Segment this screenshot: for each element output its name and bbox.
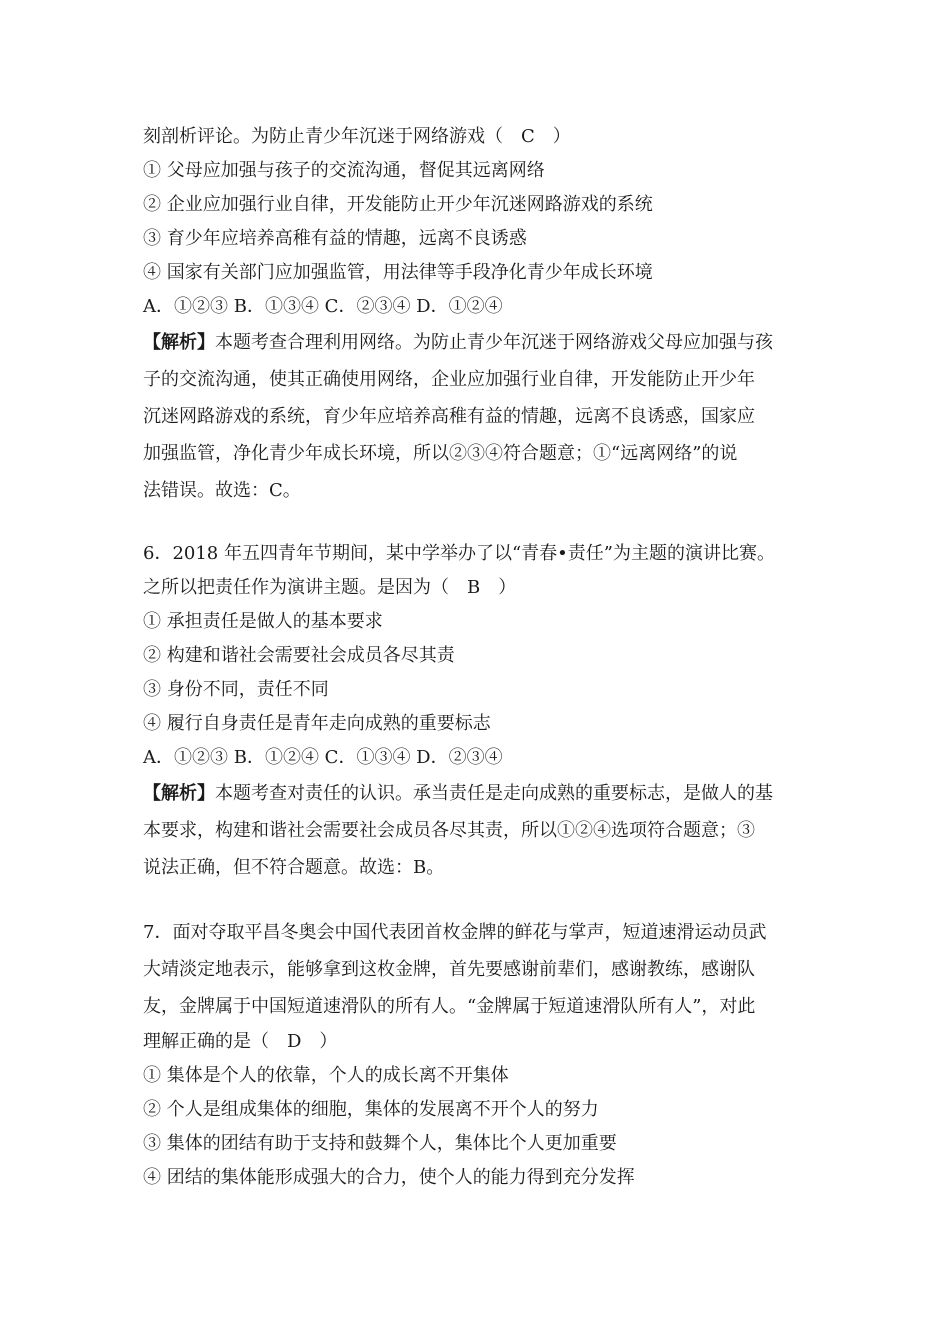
analysis-text: 说法正确，但不符合题意。故选：B。: [143, 857, 445, 878]
option-4: ④ 团结的集体能形成强大的合力，使个人的能力得到充分发挥: [143, 1167, 635, 1188]
option-2: ② 构建和谐社会需要社会成员各尽其责: [143, 645, 455, 666]
question-stem: 7．面对夺取平昌冬奥会中国代表团首枚金牌的鲜花与掌声，短道速滑运动员武: [143, 922, 767, 943]
question-stem: 理解正确的是（ D ）: [143, 1031, 338, 1052]
analysis-text: 加强监管，净化青少年成长环境，所以②③④符合题意；①“远离网络”的说: [143, 443, 738, 464]
question-stem: 6．2018 年五四青年节期间，某中学举办了以“青春•责任”为主题的演讲比赛。: [143, 543, 776, 564]
page-content: [143, 120, 823, 1195]
analysis-text: 法错误。故选：C。: [143, 480, 301, 501]
option-3: ③ 身份不同，责任不同: [143, 679, 329, 700]
question-stem: 之所以把责任作为演讲主题。是因为（ B ）: [143, 577, 517, 598]
question-6: [143, 537, 823, 886]
analysis-text: 本要求，构建和谐社会需要社会成员各尽其责，所以①②④选项符合题意；③: [143, 820, 755, 841]
option-1: ① 承担责任是做人的基本要求: [143, 611, 383, 632]
analysis-label: 【解析】: [143, 783, 215, 804]
option-1: ① 父母应加强与孩子的交流沟通，督促其远离网络: [143, 160, 545, 181]
question-stem: 刻剖析评论。为防止青少年沉迷于网络游戏（ C ）: [143, 126, 571, 147]
analysis-text: 本题考查合理利用网络。为防止青少年沉迷于网络游戏父母应加强与孩: [215, 332, 773, 353]
analysis: [143, 324, 823, 509]
option-1: ① 集体是个人的依靠，个人的成长离不开集体: [143, 1065, 509, 1086]
option-2: ② 个人是组成集体的细胞，集体的发展离不开个人的努力: [143, 1099, 599, 1120]
question-stem: 友，金牌属于中国短道速滑队的所有人。“金牌属于短道速滑队所有人”，对此: [143, 996, 756, 1017]
option-4: ④ 国家有关部门应加强监管，用法律等手段净化青少年成长环境: [143, 262, 653, 283]
option-3: ③ 集体的团结有助于支持和鼓舞个人，集体比个人更加重要: [143, 1133, 617, 1154]
option-4: ④ 履行自身责任是青年走向成熟的重要标志: [143, 713, 491, 734]
answer-choices: A．①②③ B．①②④ C．①③④ D．②③④: [143, 747, 503, 768]
analysis-text: 沉迷网路游戏的系统，育少年应培养高稚有益的情趣，远离不良诱惑，国家应: [143, 406, 755, 427]
analysis: [143, 775, 823, 886]
option-3: ③ 育少年应培养高稚有益的情趣，远离不良诱惑: [143, 228, 527, 249]
analysis-label: 【解析】: [143, 332, 215, 353]
analysis-text: 本题考查对责任的认识。承当责任是走向成熟的重要标志，是做人的基: [215, 783, 773, 804]
answer-choices: A．①②③ B．①③④ C．②③④ D．①②④: [143, 296, 503, 317]
question-7: [143, 914, 823, 1195]
question-stem: 大靖淡定地表示，能够拿到这枚金牌，首先要感谢前辈们，感谢教练，感谢队: [143, 959, 755, 980]
question-5: [143, 120, 823, 509]
option-2: ② 企业应加强行业自律，开发能防止开少年沉迷网路游戏的系统: [143, 194, 653, 215]
analysis-text: 子的交流沟通，使其正确使用网络，企业应加强行业自律，开发能防止开少年: [143, 369, 755, 390]
